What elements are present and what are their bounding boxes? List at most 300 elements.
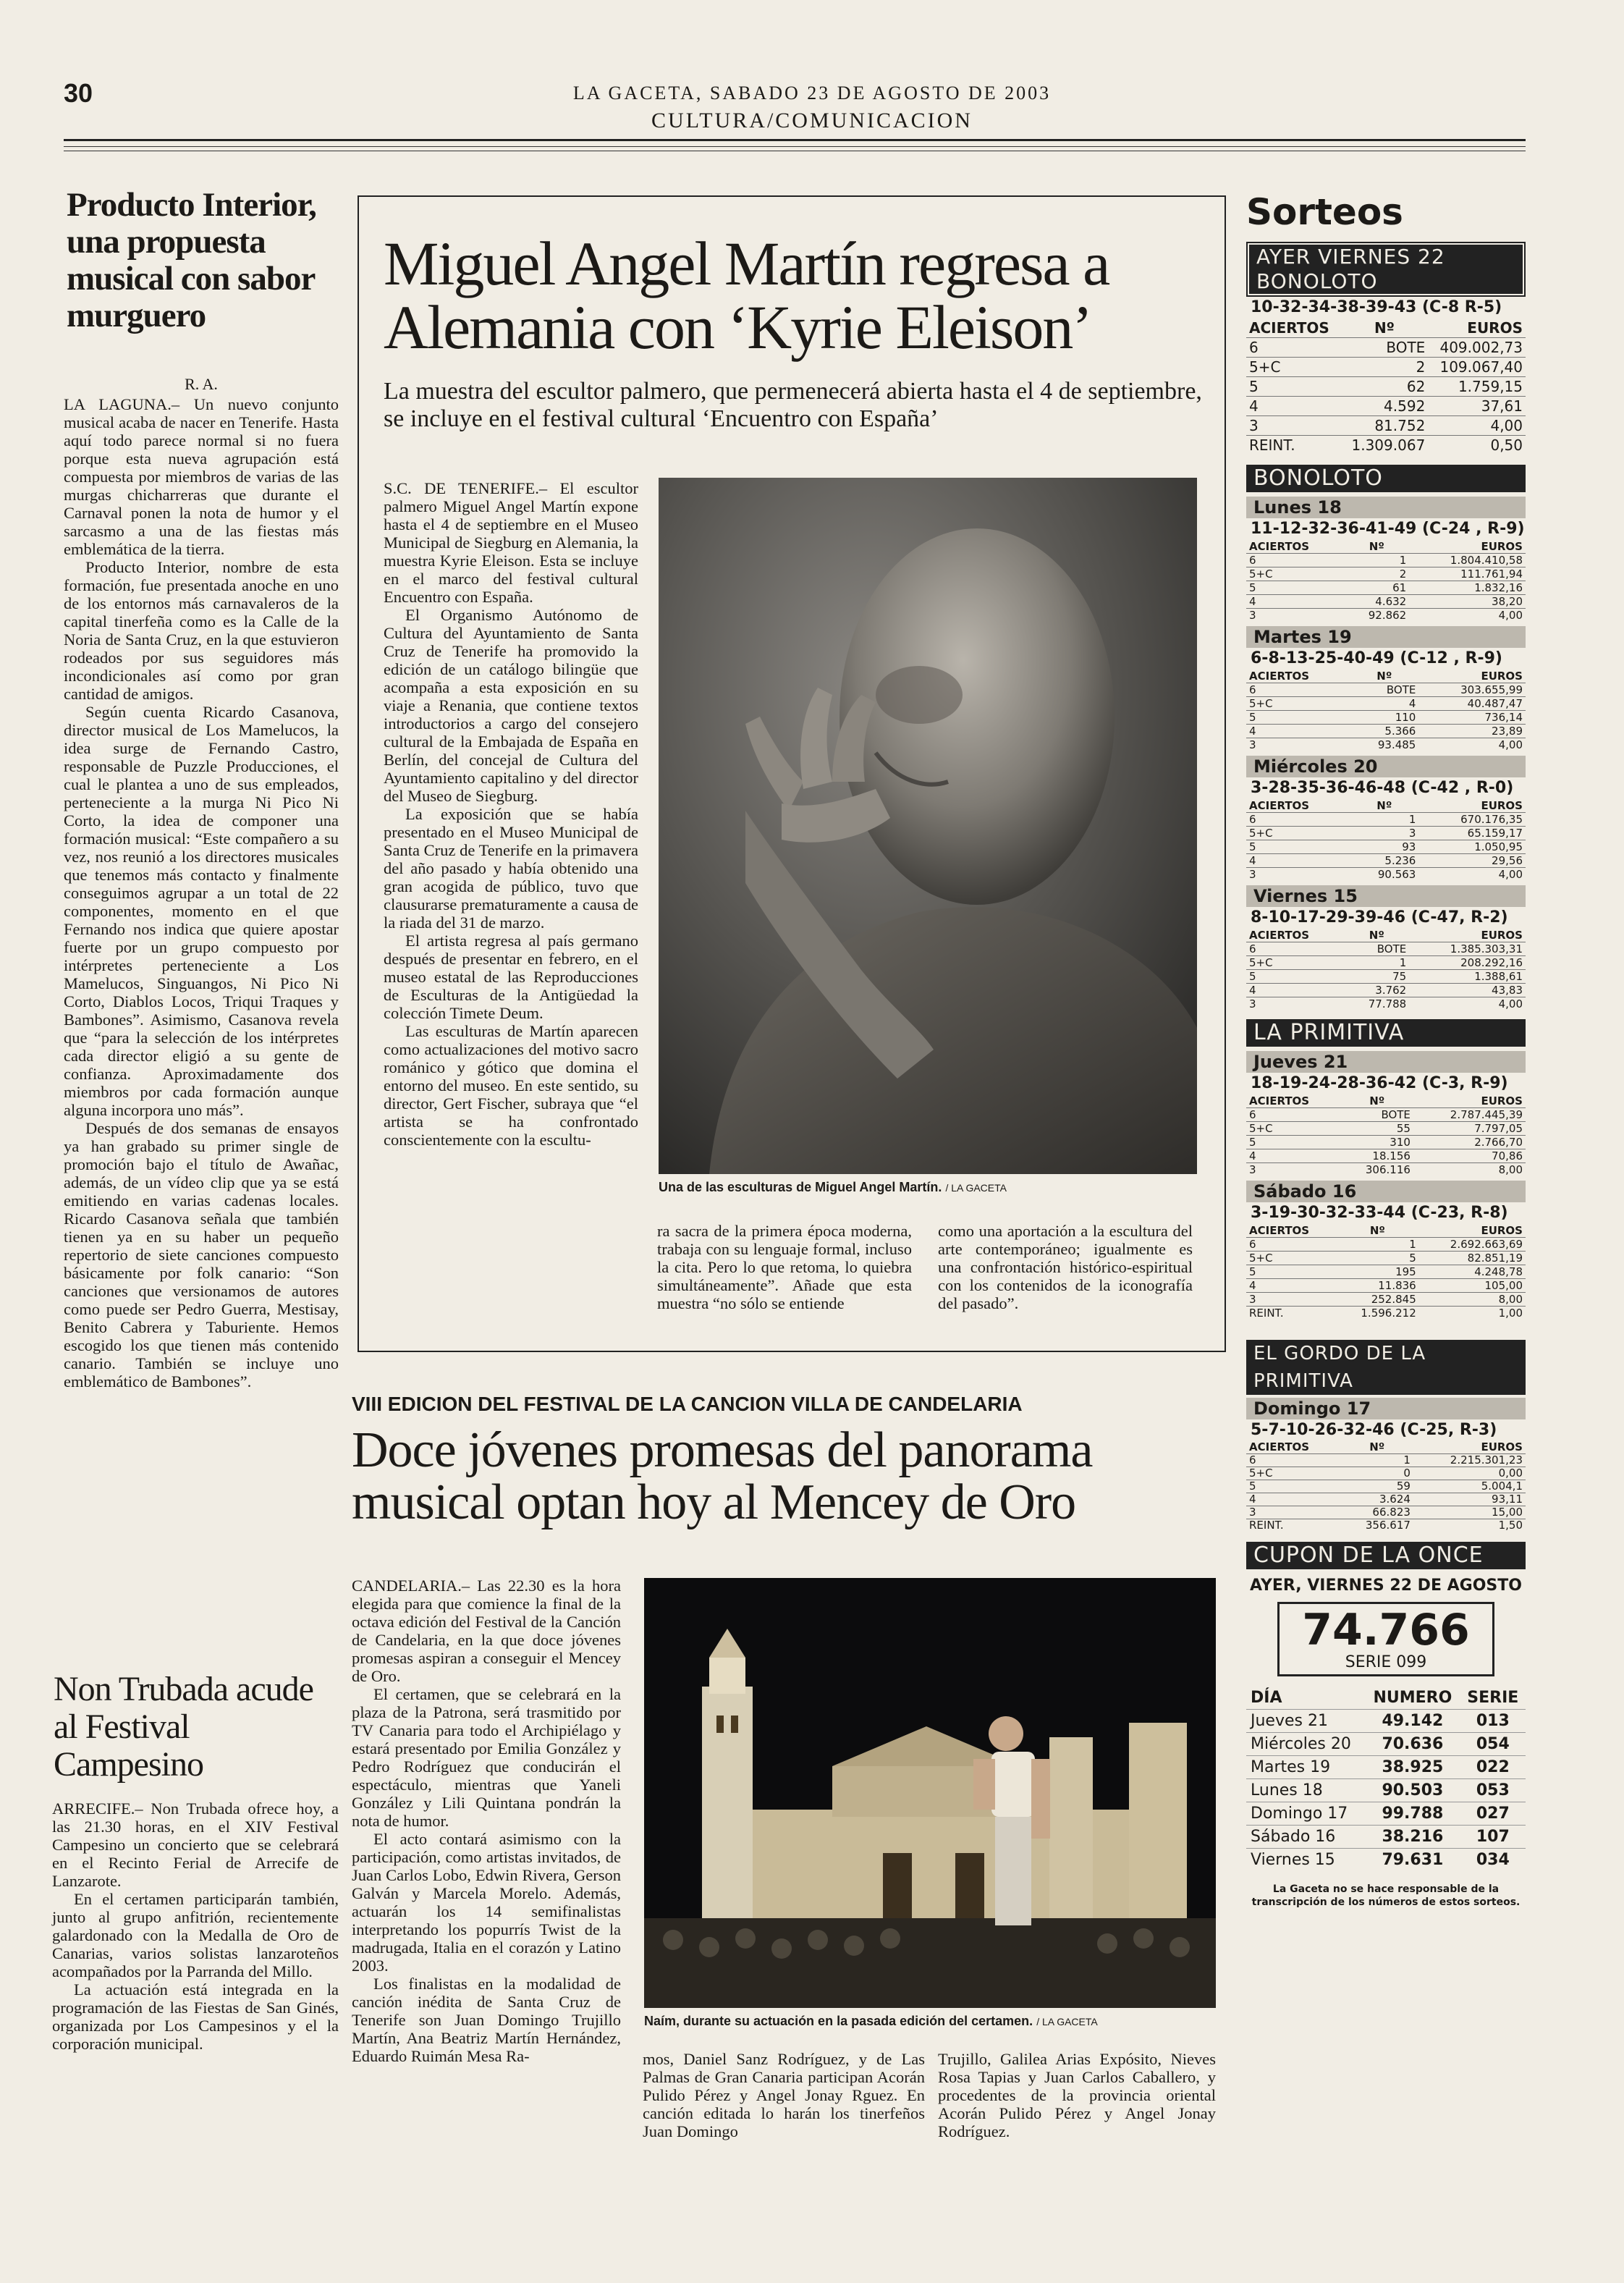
header-rule <box>64 139 1526 141</box>
draw-combination: 3-28-35-36-46-48 (C-42 , R-0) <box>1251 779 1514 797</box>
result-row <box>1246 1307 1526 1320</box>
ayer-bar: AYER VIERNES 22 <box>1249 245 1523 269</box>
count-cell: 5 <box>1336 1252 1419 1265</box>
draw-results-table <box>1246 540 1526 622</box>
aciertos-cell: 5+C <box>1246 1122 1341 1136</box>
result-row <box>1246 827 1526 840</box>
paragraph: La actuación está integrada en la programación de las Fiestas de San Ginés, organizada por Los Campesinos y el la corporación municipal. <box>52 1980 339 2053</box>
aciertos-cell: 4 <box>1246 725 1350 738</box>
aciertos-cell: 4 <box>1246 854 1350 868</box>
aciertos-cell: 5+C <box>1246 956 1344 970</box>
draw-day: Sábado 16 <box>1246 1181 1526 1202</box>
euros-cell: 82.851,19 <box>1419 1252 1526 1265</box>
day-cell: Sábado 16 <box>1246 1826 1365 1849</box>
aciertos-cell: 3 <box>1246 868 1350 882</box>
count-cell: 1.596.212 <box>1336 1307 1419 1320</box>
sculpture-image <box>659 478 1197 1174</box>
paragraph: CANDELARIA.– Las 22.30 es la hora elegida para que comience la final de la octava edición del Festival de la Canción de Candelaria, en la que doce jóvenes promesas aspiran a conseguir el Mencey de Oro. <box>352 1577 621 1685</box>
draw-results-table <box>1246 1094 1526 1176</box>
result-row <box>1246 799 1526 813</box>
col-header: ACIERTOS <box>1249 319 1329 337</box>
euros-cell: 40.487,47 <box>1418 697 1526 711</box>
col-header: ACIERTOS <box>1249 1440 1310 1453</box>
paragraph: mos, Daniel Sanz Rodríguez, y de Las Palmas de Gran Canaria participan Acorán Pulido Pérez y Angel Jonay Rguez. En canción editada lo harán los tinerfeños Juan Domingo <box>643 2050 925 2140</box>
aciertos-cell: 4 <box>1246 984 1344 997</box>
euros-cell: 1.388,61 <box>1409 970 1526 984</box>
paragraph: En el certamen participarán también, junto al grupo anfitrión, recientemente galardonado con la Medalla de Oro de Canarias, varios solistas lanzaroteños acompañados por la Parranda del Millo. <box>52 1890 339 1980</box>
result-row <box>1246 997 1526 1011</box>
paragraph: El Organismo Autónomo de Cultura del Ayuntamiento de Santa Cruz de Tenerife ha promovido la edición de un catálogo bilingüe que acompaña a esta exposición en su viaje a Renania, que contiene textos introductorios a cargo del consejero cultural de la Embajada de España en Berlín, del concejal de Cultura del Ayuntamiento capitalino y del director del Museo de Siegburg. <box>384 606 638 805</box>
aciertos-cell: 3 <box>1246 609 1344 623</box>
euros-cell: 1.832,16 <box>1409 581 1526 595</box>
result-row <box>1246 942 1526 956</box>
aciertos-cell: 3 <box>1246 1163 1341 1177</box>
result-row <box>1246 581 1526 595</box>
serie-cell: 107 <box>1460 1826 1526 1849</box>
draw-results-table <box>1246 929 1526 1010</box>
aciertos-cell: ACIERTOS <box>1249 1094 1310 1107</box>
ayer-bonoloto-box <box>1246 242 1526 297</box>
aciertos-cell: 5 <box>1246 581 1344 595</box>
count-cell: 252.845 <box>1336 1293 1419 1307</box>
day-cell: Martes 19 <box>1246 1756 1365 1779</box>
main-body-col1 <box>384 479 638 1149</box>
count-cell: 81.752 <box>1341 416 1429 436</box>
result-row <box>1246 1519 1526 1532</box>
aciertos-cell: 3 <box>1246 416 1341 436</box>
result-row <box>1246 416 1526 436</box>
count-cell: 0 <box>1341 1467 1413 1480</box>
count-cell: 4.632 <box>1344 595 1409 609</box>
article-non-trubada <box>52 1671 339 2053</box>
page-number: 30 <box>64 78 93 108</box>
euros-cell: EUROS <box>1481 1224 1523 1237</box>
aciertos-cell: 3 <box>1246 1293 1336 1307</box>
aciertos-cell: 6 <box>1246 1108 1341 1122</box>
count-cell: 4.592 <box>1341 397 1429 416</box>
euros-cell: 409.002,73 <box>1428 338 1526 358</box>
result-row <box>1246 1136 1526 1149</box>
ayer-combination: 10-32-34-38-39-43 (C-8 R-5) <box>1251 298 1502 316</box>
aciertos-cell: REINT. <box>1246 1519 1341 1532</box>
ayer-results-table <box>1246 318 1526 455</box>
aciertos-cell: ACIERTOS <box>1249 540 1310 553</box>
aciertos-cell: 5 <box>1246 711 1350 725</box>
euros-cell: EUROS <box>1481 540 1523 553</box>
caption-credit: / LA GACETA <box>1036 2016 1098 2027</box>
paragraph: Según cuenta Ricardo Casanova, director musical de Los Mamelucos, la idea surge de Fernando Castro, responsable de Puzzle Producciones, el cual le plantea a uno de sus empleados, perteneciente a la murga Ni Pico Ni Corto, la idea de componer una formación musical: “Este compañero a su vez, nos reunió a los directores musicales que tenemos más contacto y finalmente conseguimos agrupar a un total de 22 componentes, momento en el que Fernando nos indica que quiere apostar fuerte por un grupo compuesto por intérpretes perteneciente a Los Mamelucos, Singuangos, Ni Pico Ni Corto, Diablos Locos, Triqui Traques y Bambones”. Asimismo, Casanova revela que “para la selección de los intérpretes cada director eligió a su gente de confianza. Aproximadamente dos miembros por cada formación aunque alguna incorpora uno más”. <box>64 703 339 1119</box>
euros-cell: 670.176,35 <box>1418 813 1526 827</box>
article-body <box>52 1799 339 2053</box>
draw-day: Lunes 18 <box>1246 497 1526 518</box>
euros-cell: 0,00 <box>1413 1467 1526 1480</box>
dateline: LA GACETA, SABADO 23 DE AGOSTO DE 2003 <box>572 83 1052 104</box>
result-row <box>1246 436 1526 455</box>
aciertos-cell: 6 <box>1246 942 1344 956</box>
aciertos-cell: 6 <box>1246 338 1341 358</box>
serie-cell: 034 <box>1460 1849 1526 1872</box>
concert-photo <box>644 1578 1216 2008</box>
serie-cell: 013 <box>1460 1710 1526 1733</box>
aciertos-cell: 5 <box>1246 1136 1341 1149</box>
col-header: DÍA <box>1251 1689 1282 1707</box>
draw-day: Martes 19 <box>1246 626 1526 648</box>
euros-cell: 1.759,15 <box>1428 377 1526 397</box>
sorteos-disclaimer: La Gaceta no se hace responsable de la transcripción de los números de estos sorteos. <box>1251 1883 1521 1908</box>
article-body <box>64 395 339 1391</box>
once-results-table <box>1246 1687 1526 1871</box>
euros-cell: 37,61 <box>1428 397 1526 416</box>
euros-cell: EUROS <box>1481 670 1523 683</box>
number-cell: 49.142 <box>1365 1710 1460 1733</box>
paragraph: La exposición que se había presentado en el Museo Municipal de Santa Cruz de Tenerife en la primavera del año pasado y había obtenido una gran acogida de público, tuvo que clausurarse prematuramente a causa de la riada del 31 de marzo. <box>384 805 638 932</box>
gordo-results-table <box>1246 1441 1526 1532</box>
paragraph: Trujillo, Galilea Arias Expósito, Nieves Rosa Tapias y Juan Carlos Caballero, y procedentes de la provincia oriental Acorán Pulido Pérez y Angel Jonay Rodríguez. <box>938 2050 1216 2140</box>
euros-cell: 15,00 <box>1413 1506 1526 1519</box>
festival-body-col3 <box>938 2050 1216 2140</box>
aciertos-cell: 5 <box>1246 377 1341 397</box>
euros-cell: EUROS <box>1481 1094 1523 1107</box>
euros-cell: 4,00 <box>1428 416 1526 436</box>
paragraph: El artista regresa al país germano después de presentar en febrero, en el museo estatal de las Reproducciones de Esculturas de la Antigüedad la colección Timete Deum. <box>384 932 638 1022</box>
serie-cell: 022 <box>1460 1756 1526 1779</box>
col-header: EUROS <box>1481 1440 1523 1453</box>
serie-cell: 053 <box>1460 1779 1526 1802</box>
count-cell: Nº <box>1369 1224 1385 1237</box>
result-row <box>1246 1279 1526 1293</box>
aciertos-cell: 5+C <box>1246 697 1350 711</box>
euros-cell: 208.292,16 <box>1409 956 1526 970</box>
euros-cell: 105,00 <box>1419 1279 1526 1293</box>
count-cell: 55 <box>1341 1122 1413 1136</box>
result-row <box>1246 1252 1526 1265</box>
col-header: SERIE <box>1467 1689 1519 1707</box>
count-cell: Nº <box>1376 799 1392 812</box>
aciertos-cell: REINT. <box>1246 436 1341 455</box>
article-headline: Non Trubada acude al Festival Campesino <box>54 1670 313 1784</box>
aciertos-cell: 6 <box>1246 1454 1341 1467</box>
day-cell: Miércoles 20 <box>1246 1733 1365 1756</box>
draw-day: Viernes 15 <box>1246 885 1526 907</box>
once-date: AYER, VIERNES 22 DE AGOSTO <box>1250 1577 1522 1595</box>
count-cell: 93.485 <box>1350 738 1418 752</box>
euros-cell: 23,89 <box>1418 725 1526 738</box>
festival-body-col2 <box>643 2050 925 2140</box>
caption-text: Naím, durante su actuación en la pasada edición del certamen. <box>644 2014 1033 2028</box>
count-cell: 3.762 <box>1344 984 1409 997</box>
draw-results-table <box>1246 1224 1526 1320</box>
concert-image <box>644 1578 1216 2008</box>
euros-cell: 4,00 <box>1418 868 1526 882</box>
photo-caption <box>644 2014 1216 2029</box>
result-row <box>1246 1094 1526 1108</box>
aciertos-cell: 5+C <box>1246 1252 1336 1265</box>
result-row <box>1246 1122 1526 1136</box>
result-row <box>1246 984 1526 997</box>
paragraph: ra sacra de la primera época moderna, trabaja con su lenguaje formal, incluso la cita. Pero lo que retoma, lo quiebra simultáneamente”. Añade que esta muestra “no sólo se entiende <box>657 1222 912 1312</box>
result-row <box>1246 854 1526 868</box>
count-cell: BOTE <box>1341 338 1429 358</box>
count-cell: 1.309.067 <box>1341 436 1429 455</box>
aciertos-cell: 4 <box>1246 595 1344 609</box>
aciertos-cell: 5+C <box>1246 567 1344 581</box>
paragraph: LA LAGUNA.– Un nuevo conjunto musical acaba de nacer en Tenerife. Hasta aquí todo parece normal si no fuera porque esta nueva agrupación está compuesta por miembros de varias de las murgas chicharreras que durante el Carnaval ponen la nota de humor y el sarcasmo a una de las fiestas más emblemática de la tierra. <box>64 395 339 558</box>
day-cell: Lunes 18 <box>1246 1779 1365 1802</box>
result-row <box>1246 868 1526 882</box>
count-cell: 77.788 <box>1344 997 1409 1011</box>
count-cell: 2 <box>1341 358 1429 377</box>
count-cell: 90.563 <box>1350 868 1418 882</box>
number-cell: 99.788 <box>1365 1802 1460 1826</box>
result-row <box>1246 929 1526 942</box>
serie-cell: 054 <box>1460 1733 1526 1756</box>
euros-cell: 7.797,05 <box>1413 1122 1526 1136</box>
draw-combination: 11-12-32-36-41-49 (C-24 , R-9) <box>1251 520 1525 538</box>
euros-cell: 8,00 <box>1419 1293 1526 1307</box>
aciertos-cell: ACIERTOS <box>1249 799 1310 812</box>
count-cell: 3.624 <box>1341 1493 1413 1506</box>
draw-results-table <box>1246 670 1526 751</box>
result-row <box>1246 813 1526 827</box>
article-byline: R. A. <box>185 375 218 393</box>
sorteos-column <box>1246 190 1526 1909</box>
euros-cell: 2.692.663,69 <box>1419 1238 1526 1252</box>
euros-cell: 1.050,95 <box>1418 840 1526 854</box>
euros-cell: 2.787.445,39 <box>1413 1108 1526 1122</box>
once-winning-number: 74.766 <box>1302 1605 1470 1655</box>
count-cell: 1 <box>1350 813 1418 827</box>
once-row <box>1246 1779 1526 1802</box>
result-row <box>1246 1265 1526 1279</box>
festival-kicker: VIII EDICION DEL FESTIVAL DE LA CANCION VILLA DE CANDELARIA <box>352 1393 1023 1415</box>
result-row <box>1246 1493 1526 1506</box>
euros-cell: 43,83 <box>1409 984 1526 997</box>
serie-cell: 027 <box>1460 1802 1526 1826</box>
euros-cell: 109.067,40 <box>1428 358 1526 377</box>
article-headline: Producto Interior, una propuesta musical con sabor murguero <box>67 186 316 334</box>
aciertos-cell: 4 <box>1246 1493 1341 1506</box>
result-row <box>1246 1467 1526 1480</box>
count-cell: 356.617 <box>1341 1519 1413 1532</box>
count-cell: 1 <box>1344 554 1409 567</box>
result-row <box>1246 956 1526 970</box>
count-cell: 61 <box>1344 581 1409 595</box>
primitiva-days <box>1246 1051 1526 1320</box>
euros-cell: 1,50 <box>1413 1519 1526 1532</box>
count-cell: 1 <box>1344 956 1409 970</box>
draw-combination: 8-10-17-29-39-46 (C-47, R-2) <box>1251 908 1508 927</box>
result-row <box>1246 1238 1526 1252</box>
euros-cell: 736,14 <box>1418 711 1526 725</box>
sorteos-title: Sorteos <box>1246 191 1403 233</box>
result-row <box>1246 358 1526 377</box>
aciertos-cell: ACIERTOS <box>1249 1224 1310 1237</box>
euros-cell: 2.215.301,23 <box>1413 1454 1526 1467</box>
euros-cell: 2.766,70 <box>1413 1136 1526 1149</box>
header-rule-thin <box>64 146 1526 147</box>
count-cell: 110 <box>1350 711 1418 725</box>
count-cell: Nº <box>1369 1094 1385 1107</box>
once-row <box>1246 1733 1526 1756</box>
once-row <box>1246 1710 1526 1733</box>
aciertos-cell: 3 <box>1246 738 1350 752</box>
paragraph: Los finalistas en la modalidad de canción inédita de Santa Cruz de Tenerife son Juan Domingo Trujillo Martín, Ana Beatriz Martín Hernández, Eduardo Ruimán Mesa Ra- <box>352 1975 621 2065</box>
result-row <box>1246 1454 1526 1467</box>
count-cell: 3 <box>1350 827 1418 840</box>
result-row <box>1246 725 1526 738</box>
paragraph: ARRECIFE.– Non Trubada ofrece hoy, a las 21.30 horas, en el XIV Festival Campesino un concierto que se celebrará en el Recinto Ferial de Arrecife de Lanzarote. <box>52 1799 339 1890</box>
euros-cell: 38,20 <box>1409 595 1526 609</box>
euros-cell: 5.004,1 <box>1413 1480 1526 1493</box>
euros-cell: EUROS <box>1481 929 1523 942</box>
euros-cell: 111.761,94 <box>1409 567 1526 581</box>
count-cell: BOTE <box>1341 1108 1413 1122</box>
bonoloto-bar: BONOLOTO <box>1246 465 1526 492</box>
count-cell: Nº <box>1369 540 1384 553</box>
number-cell: 38.216 <box>1365 1826 1460 1849</box>
paragraph: Las esculturas de Martín aparecen como actualizaciones del motivo sacro románico y gótico que domina el entorno del museo. En este sentido, su director, Gert Fischer, subraya que “el artista se ha confrontado conscientemente con la escultu- <box>384 1022 638 1149</box>
aciertos-cell: 3 <box>1246 1506 1341 1519</box>
once-row <box>1246 1756 1526 1779</box>
count-cell: 5.366 <box>1350 725 1418 738</box>
result-row <box>1246 1149 1526 1163</box>
euros-cell: 4,00 <box>1409 609 1526 623</box>
day-cell: Jueves 21 <box>1246 1710 1365 1733</box>
euros-cell: 0,50 <box>1428 436 1526 455</box>
count-cell: 1 <box>1341 1454 1413 1467</box>
aciertos-cell: ACIERTOS <box>1249 670 1310 683</box>
result-row <box>1246 738 1526 752</box>
result-row <box>1246 1163 1526 1177</box>
aciertos-cell: 5+C <box>1246 827 1350 840</box>
count-cell: 306.116 <box>1341 1163 1413 1177</box>
once-row <box>1246 1826 1526 1849</box>
result-row <box>1246 1293 1526 1307</box>
count-cell: 66.823 <box>1341 1506 1413 1519</box>
count-cell: BOTE <box>1350 683 1418 697</box>
count-cell: 62 <box>1341 377 1429 397</box>
main-body-col3 <box>938 1222 1193 1312</box>
article-producto-interior <box>64 187 339 1391</box>
result-row <box>1246 840 1526 854</box>
number-cell: 79.631 <box>1365 1849 1460 1872</box>
euros-cell: EUROS <box>1481 799 1523 812</box>
result-row <box>1246 338 1526 358</box>
euros-cell: 303.655,99 <box>1418 683 1526 697</box>
euros-cell: 8,00 <box>1413 1163 1526 1177</box>
bonoloto-days <box>1246 497 1526 1010</box>
count-cell: 4 <box>1350 697 1418 711</box>
sculpture-photo <box>659 478 1197 1174</box>
count-cell: 59 <box>1341 1480 1413 1493</box>
result-row <box>1246 609 1526 623</box>
draw-day: Jueves 21 <box>1246 1051 1526 1073</box>
paragraph: El certamen, que se celebrará en la plaza de la Patrona, será trasmitido por TV Canaria para todo el Archipiélago y estará presentado por Emilia González y Pedro Rodríguez que conducirán el espectáculo, mientras que Yaneli González y Lili Quintana pondrán la nota de humor. <box>352 1685 621 1830</box>
euros-cell: 1.385.303,31 <box>1409 942 1526 956</box>
count-cell: 75 <box>1344 970 1409 984</box>
day-cell: Viernes 15 <box>1246 1849 1365 1872</box>
once-bar: CUPON DE LA ONCE <box>1246 1542 1526 1569</box>
euros-cell: 65.159,17 <box>1418 827 1526 840</box>
main-subheadline: La muestra del escultor palmero, que permenecerá abierta hasta el 4 de septiembre, se incluye en el festival cultural ‘Encuentro con España’ <box>384 378 1202 432</box>
aciertos-cell: 6 <box>1246 554 1344 567</box>
aciertos-cell: ACIERTOS <box>1249 929 1310 942</box>
aciertos-cell: 6 <box>1246 1238 1336 1252</box>
col-header: Nº <box>1374 319 1395 337</box>
main-headline: Miguel Angel Martín regresa a Alemania con ‘Kyrie Eleison’ <box>384 229 1109 362</box>
day-cell: Domingo 17 <box>1246 1802 1365 1826</box>
aciertos-cell: 6 <box>1246 813 1350 827</box>
caption-credit: / LA GACETA <box>945 1182 1007 1194</box>
aciertos-cell: 4 <box>1246 397 1341 416</box>
paragraph: El acto contará asimismo con la participación, como artistas invitados, de Juan Carlos Lobo, Edwin Rivera, Gerson Galván y Marcela Morelo. Además, actuarán los 14 semifinalistas interpretando los popurrís Twist de la madrugada, Italia en el corazón y Latino 2003. <box>352 1830 621 1975</box>
draw-combination: 18-19-24-28-36-42 (C-3, R-9) <box>1251 1074 1508 1092</box>
result-row <box>1246 554 1526 567</box>
primitiva-bar: LA PRIMITIVA <box>1246 1019 1526 1047</box>
euros-cell: 93,11 <box>1413 1493 1526 1506</box>
result-row <box>1246 567 1526 581</box>
euros-cell: 70,86 <box>1413 1149 1526 1163</box>
gordo-day: Domingo 17 <box>1246 1398 1526 1419</box>
main-body-col2 <box>657 1222 912 1312</box>
result-row <box>1246 1108 1526 1122</box>
result-row <box>1246 970 1526 984</box>
aciertos-cell: 3 <box>1246 997 1344 1011</box>
aciertos-cell: 4 <box>1246 1279 1336 1293</box>
aciertos-cell: 5 <box>1246 970 1344 984</box>
aciertos-cell: 6 <box>1246 683 1350 697</box>
euros-cell: 4,00 <box>1418 738 1526 752</box>
once-row <box>1246 1802 1526 1826</box>
draw-combination: 6-8-13-25-40-49 (C-12 , R-9) <box>1251 649 1502 667</box>
count-cell: BOTE <box>1344 942 1409 956</box>
result-row <box>1246 683 1526 697</box>
paragraph: S.C. DE TENERIFE.– El escultor palmero Miguel Angel Martín expone hasta el 4 de septiembre en el Museo Municipal de Siegburg en Alemania, la muestra Kyrie Eleison. Esta se incluye en el marco del festival cultural Encuentro con España. <box>384 479 639 606</box>
paragraph: Producto Interior, nombre de esta formación, fue presentada anoche en uno de los entornos más carnavaleros de la capital tinerfeña como es la Calle de la Noria de Santa Cruz, en la que estuvieron rodeados por sus seguidores más incondicionales así como por gran cantidad de amigos. <box>64 558 339 703</box>
draw-combination: 3-19-30-32-33-44 (C-23, R-8) <box>1251 1204 1508 1222</box>
result-row <box>1246 1480 1526 1493</box>
count-cell: Nº <box>1376 670 1392 683</box>
count-cell: 195 <box>1336 1265 1419 1279</box>
draw-results-table <box>1246 799 1526 881</box>
aciertos-cell: 5+C <box>1246 1467 1341 1480</box>
result-row <box>1246 697 1526 711</box>
col-header: Nº <box>1369 1440 1385 1453</box>
draw-day: Miércoles 20 <box>1246 756 1526 777</box>
euros-cell: 1,00 <box>1419 1307 1526 1320</box>
result-row <box>1246 540 1526 554</box>
photo-caption <box>659 1180 1197 1195</box>
aciertos-cell: 4 <box>1246 1149 1341 1163</box>
result-row <box>1246 1224 1526 1238</box>
number-cell: 38.925 <box>1365 1756 1460 1779</box>
col-header: NUMERO <box>1373 1689 1452 1707</box>
count-cell: 92.862 <box>1344 609 1409 623</box>
once-number-box <box>1277 1602 1494 1676</box>
result-row <box>1246 711 1526 725</box>
count-cell: 11.836 <box>1336 1279 1419 1293</box>
section-title: CULTURA/COMUNICACION <box>651 109 973 132</box>
result-row <box>1246 670 1526 683</box>
aciertos-cell: 5 <box>1246 840 1350 854</box>
aciertos-cell: 5 <box>1246 1480 1341 1493</box>
once-row <box>1246 1849 1526 1872</box>
euros-cell: 29,56 <box>1418 854 1526 868</box>
paragraph: Después de dos semanas de ensayos ya han grabado su primer single de promoción bajo el título de Awañac, además, de un vídeo clip que ya se está emitiendo en varias cadenas locales. Ricardo Casanova señala que también tienen ya en su haber un pequeño repertorio de siete canciones compuesto básicamente por folk canario: “Son canciones que versionamos de autores como puede ser Pedro Guerra, Mestisay, Benito Cabrera y Taburiente. Hemos escogido los que tienen más contenido canario. También se incluye uno emblemático de Bambones”. <box>64 1119 339 1391</box>
festival-body-col1 <box>352 1577 621 2065</box>
aciertos-cell: REINT. <box>1246 1307 1336 1320</box>
count-cell: Nº <box>1369 929 1384 942</box>
